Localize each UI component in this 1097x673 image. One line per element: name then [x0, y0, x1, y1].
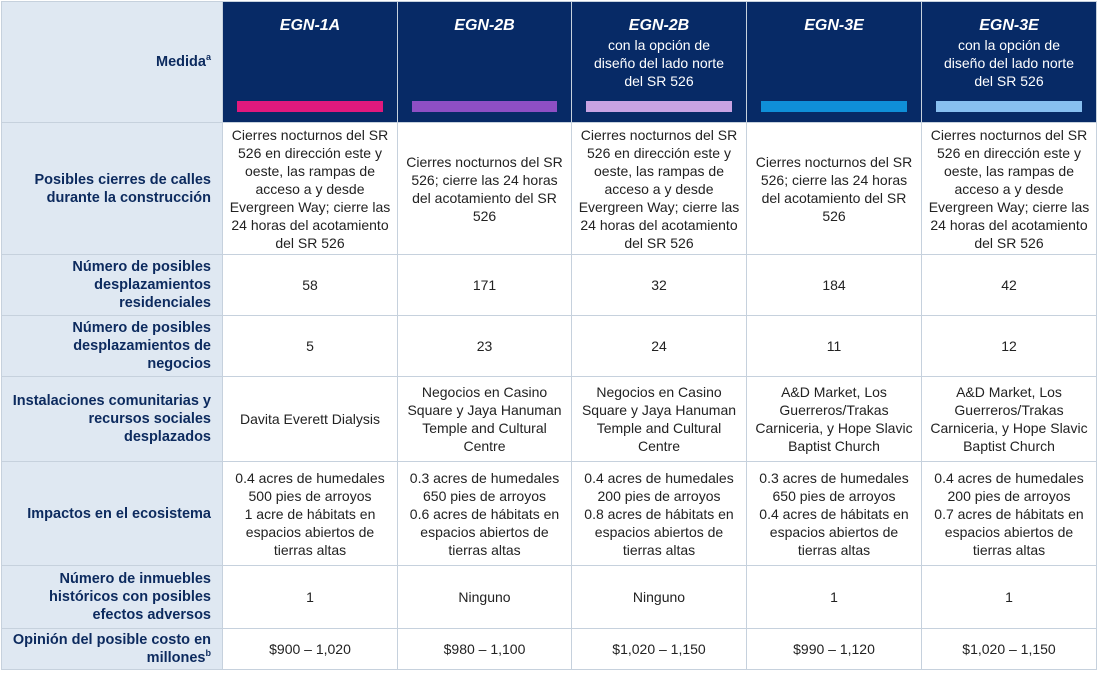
row-label-text: Impactos en el ecosistema: [27, 505, 211, 522]
column-subtitle: con la opción de diseño del lado norte del SR 526: [944, 37, 1074, 89]
table-row-road-closures: [2, 123, 1097, 255]
column-name: EGN-2B: [454, 17, 515, 34]
measure-header-footnote: a: [205, 52, 211, 63]
table-cell: 184: [747, 255, 922, 316]
row-label-text: Número de posibles desplazamientos de negocios: [72, 320, 211, 372]
color-bar-egn-3e: [761, 101, 907, 112]
row-label-text: Instalaciones comunitarias y recursos sociales desplazados: [12, 393, 211, 445]
table-cell: Negocios en Casino Square y Jaya Hanuman Temple and Cultural Centre: [572, 377, 747, 462]
table-cell: [398, 462, 572, 566]
table-cell: 42: [922, 255, 1097, 316]
table-cell: 58: [223, 255, 398, 316]
column-header-egn-3e-north: [922, 2, 1097, 123]
column-header-egn-2b-north: [572, 2, 747, 123]
table-cell: Ninguno: [572, 566, 747, 629]
table-row-historic: [2, 566, 1097, 629]
measure-header: [2, 2, 223, 123]
table-cell: 24: [572, 316, 747, 377]
column-header-egn-1a: [223, 2, 398, 123]
table-cell: 5: [223, 316, 398, 377]
table-cell: $1,020 – 1,150: [572, 629, 747, 670]
row-label-text: Opinión del posible costo en millones: [12, 632, 211, 666]
table-cell: [572, 462, 747, 566]
table-row-ecosystem: [2, 462, 1097, 566]
table-cell: 32: [572, 255, 747, 316]
header-row: [2, 2, 1097, 123]
row-label: [2, 255, 223, 316]
table-cell: 1: [747, 566, 922, 629]
table-cell: 12: [922, 316, 1097, 377]
table-cell: $1,020 – 1,150: [922, 629, 1097, 670]
column-header-egn-2b: [398, 2, 572, 123]
table-cell: $980 – 1,100: [398, 629, 572, 670]
table-cell: 23: [398, 316, 572, 377]
row-label: [2, 566, 223, 629]
cell-text: 0.3 acres de humedales 650 pies de arroyos 0.4 acres de hábitats en espacios abiertos de tierras altas: [759, 469, 909, 558]
measure-header-label: Medida: [156, 54, 206, 70]
table-cell: Cierres nocturnos del SR 526 en dirección este y oeste, las rampas de acceso a y desde Evergreen Way; cierre las 24 horas del acotamiento del SR 526: [223, 123, 398, 255]
table-cell: A&D Market, Los Guerreros/Trakas Carniceria, y Hope Slavic Baptist Church: [922, 377, 1097, 462]
table-cell: [922, 462, 1097, 566]
cell-text: 0.4 acres de humedales 200 pies de arroyos 0.8 acres de hábitats en espacios abiertos de tierras altas: [584, 469, 734, 558]
cell-text: 0.3 acres de humedales 650 pies de arroyos 0.6 acres de hábitats en espacios abiertos de tierras altas: [409, 469, 560, 558]
row-label: [2, 462, 223, 566]
color-bar-egn-2b-north: [586, 101, 732, 112]
table-cell: Cierres nocturnos del SR 526 en dirección este y oeste, las rampas de acceso a y desde Evergreen Way; cierre las 24 horas del acotamiento del SR 526: [922, 123, 1097, 255]
column-header-egn-3e: [747, 2, 922, 123]
table-cell: $990 – 1,120: [747, 629, 922, 670]
table-cell: Negocios en Casino Square y Jaya Hanuman Temple and Cultural Centre: [398, 377, 572, 462]
table-cell: 1: [922, 566, 1097, 629]
row-label: [2, 316, 223, 377]
column-name: EGN-1A: [279, 17, 341, 34]
table-cell: Cierres nocturnos del SR 526 en dirección este y oeste, las rampas de acceso a y desde Evergreen Way; cierre las 24 horas del acotamiento del SR 526: [572, 123, 747, 255]
table-cell: [747, 462, 922, 566]
table-cell: [223, 462, 398, 566]
row-label-footnote: b: [205, 648, 211, 659]
table-row-residential: [2, 255, 1097, 316]
row-label: [2, 123, 223, 255]
column-name: EGN-2B: [628, 17, 690, 34]
table-cell: 1: [223, 566, 398, 629]
row-label: [2, 629, 223, 670]
table-cell: 11: [747, 316, 922, 377]
table-row-business: [2, 316, 1097, 377]
table-cell: Cierres nocturnos del SR 526; cierre las 24 horas del acotamiento del SR 526: [398, 123, 572, 255]
table-cell: $900 – 1,020: [223, 629, 398, 670]
cell-text: 0.4 acres de humedales 500 pies de arroyos 1 acre de hábitats en espacios abiertos de tierras altas: [235, 469, 385, 558]
table-cell: Davita Everett Dialysis: [223, 377, 398, 462]
column-name: EGN-3E: [979, 17, 1039, 34]
column-name: EGN-3E: [804, 17, 864, 34]
comparison-table: [1, 1, 1097, 670]
color-bar-egn-2b: [412, 101, 557, 112]
table-cell: Ninguno: [398, 566, 572, 629]
row-label-text: Número de posibles desplazamientos residenciales: [72, 259, 211, 311]
table-cell: 171: [398, 255, 572, 316]
color-bar-egn-1a: [237, 101, 383, 112]
color-bar-egn-3e-north: [936, 101, 1082, 112]
column-subtitle: con la opción de diseño del lado norte del SR 526: [594, 37, 724, 89]
table-row-cost: [2, 629, 1097, 670]
row-label-text: Número de inmuebles históricos con posibles efectos adversos: [49, 571, 211, 623]
cell-text: 0.4 acres de humedales 200 pies de arroyos 0.7 acres de hábitats en espacios abiertos de tierras altas: [934, 469, 1084, 558]
table-row-community: [2, 377, 1097, 462]
row-label-text: Posibles cierres de calles durante la construcción: [34, 171, 211, 206]
row-label: [2, 377, 223, 462]
table-cell: A&D Market, Los Guerreros/Trakas Carniceria, y Hope Slavic Baptist Church: [747, 377, 922, 462]
table-cell: Cierres nocturnos del SR 526; cierre las 24 horas del acotamiento del SR 526: [747, 123, 922, 255]
